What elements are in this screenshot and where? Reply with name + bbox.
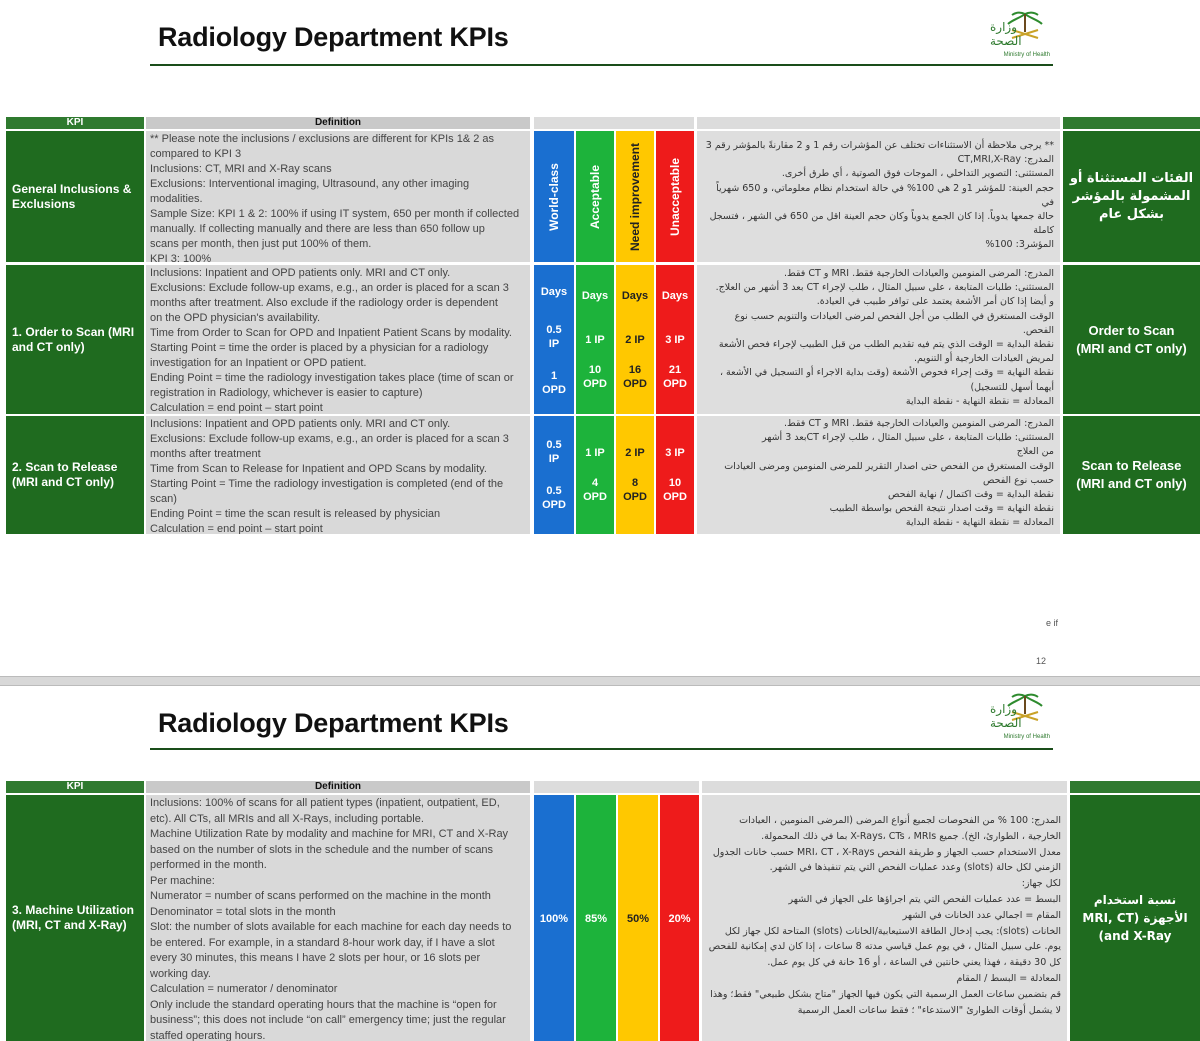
band-world-class bbox=[534, 131, 574, 262]
band-world-class-util bbox=[534, 795, 574, 1041]
un-value: 3 IP bbox=[665, 334, 685, 346]
ar-line: معدل الاستخدام حسب الجهاز و طريقة الفحص MRI، CT ، X-Rays حسب خانات الجدول bbox=[712, 846, 1061, 858]
un-percent: 20% bbox=[668, 913, 691, 925]
def-line: compared to KPI 3 bbox=[150, 148, 242, 160]
def-line: etc). All CTs, all MRIs and all X-Rays, including portable. bbox=[150, 812, 424, 825]
ar-line: الخارجية ، الطوارئ، الخ). جميع X-Rays، CTs ، MRIs بما في ذلك المحمولة. bbox=[761, 830, 1061, 842]
def-line: Calculation = numerator / denominator bbox=[150, 983, 338, 995]
def-line: months after treatment. Also exclude if the radiology order is dependent bbox=[150, 297, 498, 309]
arabic-kpi-general: الفئات المستثناة أو المشمولة بالمؤشر بشكل عام bbox=[1063, 131, 1200, 262]
ni-unit: OPD bbox=[623, 491, 647, 503]
ar-line: حسب نوع الفحص bbox=[982, 474, 1054, 486]
unacceptable-label: Unacceptable bbox=[668, 157, 682, 236]
def-line: Time from Scan to Release for Inpatient and OPD Scans by modality. bbox=[150, 463, 487, 475]
def-line: KPI 3: 100% bbox=[150, 253, 212, 262]
ar-line: الخانات (slots): يجب إدخال الطاقة الاستيعابية/الخانات (slots) المتاحة لكل جهاز لكل bbox=[724, 925, 1061, 937]
ar-line: نقطة البداية = الوقت الذي يتم فيه تقديم الطلب من قبل الطبيب لإجراء فحص الأشعة bbox=[718, 339, 1054, 351]
def-line: scans per month, then just put 100% of them. bbox=[150, 238, 372, 250]
band-acceptable bbox=[576, 131, 614, 262]
ar-line: الزمني لكل حالة (slots) وعدد عمليات الفحص التي يتم تنفيذها في الشهر. bbox=[769, 862, 1061, 874]
ar-line: نقطة النهاية = وقت اصدار نتيجة الفحص بواسطة الطبيب bbox=[829, 503, 1054, 515]
def-line: performed in the month. bbox=[150, 859, 267, 871]
def-line: Time from Order to Scan for OPD and Inpatient Patient Scans by modality. bbox=[150, 327, 512, 339]
def-line: every 30 minutes, this means I have 2 slots per hour, or 16 slots per bbox=[150, 952, 481, 964]
arabic-definition-release bbox=[697, 416, 1060, 534]
band-acceptable-util bbox=[576, 795, 616, 1041]
def-line: investigation for an Inpatient or OPD patient. bbox=[150, 357, 367, 369]
wc-unit: IP bbox=[548, 453, 560, 465]
def-line: Sample Size: KPI 1 & 2: 100% if using IT system, 650 per month if collected bbox=[150, 208, 520, 220]
band-world-class-release bbox=[534, 416, 574, 534]
arabic-kpi-header bbox=[1070, 781, 1200, 793]
un-value: 3 IP bbox=[665, 447, 685, 459]
def-line: Inclusions: CT, MRI and X-Ray scans bbox=[150, 163, 332, 175]
page-title: Radiology Department KPIs bbox=[158, 22, 509, 52]
arabic-kpi-util: نسبة استخدام الأجهزة (MRI, CT and X-Ray) bbox=[1070, 795, 1200, 1041]
def-line: staffed operating hours. bbox=[150, 1029, 266, 1041]
def-line: Exclusions: Exclude follow-up exams, e.g., an order is placed for a scan 3 bbox=[150, 433, 509, 445]
arabic-kpi-release: Scan to Release (MRI and CT only) bbox=[1063, 416, 1200, 534]
band-need-improvement-order bbox=[616, 265, 654, 414]
ni-value: 2 IP bbox=[625, 334, 645, 346]
ar-line: الفحص. bbox=[1022, 324, 1054, 336]
ar-line: الوقت المستغرق في الطلب من أجل الفحص لمرضى العيادات والتنويم حسب نوع bbox=[734, 310, 1054, 322]
arabic-kpi-header bbox=[1063, 117, 1200, 129]
def-line: scan) bbox=[150, 493, 177, 505]
def-line: Exclusions: Interventional imaging, Ultrasound, any other imaging bbox=[150, 178, 470, 190]
def-line: months after treatment bbox=[150, 448, 261, 460]
def-line: Numerator = number of scans performed on the machine in the month bbox=[150, 890, 491, 902]
def-line: Machine Utilization Rate by modality and machine for MRI, CT and X-Ray bbox=[150, 828, 509, 840]
arabic-definition-util bbox=[702, 795, 1067, 1041]
wc-value: 1 bbox=[550, 370, 558, 382]
ar-line: حالة جمعها يدوياً. إذا كان الجمع يدوياً وكان حجم العينة اقل من 650 في الشهر ، فتسجل bbox=[709, 211, 1054, 223]
page-title: Radiology Department KPIs bbox=[158, 708, 509, 738]
logo-arabic-text: وزارة الصحة bbox=[990, 20, 1022, 48]
ar-line: المؤشر3: 100% bbox=[985, 239, 1054, 251]
band-need-improvement bbox=[616, 131, 654, 262]
un-value: 21 bbox=[668, 364, 682, 376]
ni-percent: 50% bbox=[626, 913, 650, 925]
bands-header bbox=[534, 781, 699, 793]
def-line: Calculation = end point – start point bbox=[150, 523, 323, 534]
band-unacceptable-util bbox=[660, 795, 699, 1041]
acc-percent: 85% bbox=[584, 913, 608, 925]
ar-line: المستثنى: التصوير التداخلي ، الموجات فوق الصوتية ، أي طرق أخرى. bbox=[781, 168, 1054, 180]
page-separator bbox=[0, 676, 1200, 686]
ar-line: قم بتضمين ساعات العمل الرسمية التي يكون فيها الجهاز "متاح بشكل طبيعي" فقط؛ وهذا bbox=[710, 988, 1061, 1000]
ar-line: من العلاج bbox=[1016, 446, 1054, 458]
slide-page-2 bbox=[0, 686, 1200, 1041]
def-line: Inclusions: Inpatient and OPD patients only. MRI and CT only. bbox=[150, 418, 451, 430]
def-line: working day. bbox=[150, 967, 211, 980]
ar-line: البسط = عدد عمليات الفحص التي يتم اجراؤها على الجهاز في الشهر bbox=[788, 893, 1061, 905]
ni-value: 2 IP bbox=[625, 447, 645, 459]
ar-line: نقطة النهاية = وقت إجراء فحوص الأشعة (وقت بداية الاجراء أو التسجيل في الأشعة ، bbox=[719, 367, 1054, 379]
title-rule bbox=[150, 64, 1053, 66]
ar-line: المستثنى: طلبات المتابعة ، على سبيل المثال ، طلب لإجراء CTبعد 3 أشهر bbox=[761, 432, 1054, 444]
ar-line: لكل جهاز: bbox=[1021, 878, 1061, 890]
ar-line: و أيضا إذا كان أمر الأشعة يعتمد على توافر طبيب في العيادة. bbox=[816, 296, 1054, 308]
def-line: Ending Point = time the scan result is released by physician bbox=[150, 508, 441, 520]
logo-english-text: Ministry of Health bbox=[1003, 52, 1050, 58]
acceptable-label: Acceptable bbox=[588, 164, 602, 229]
arabic-header bbox=[702, 781, 1067, 793]
ar-line: المدرج: المرضى المنومين والعيادات الخارجية فقط. MRI و CT فقط. bbox=[783, 268, 1054, 279]
band-acceptable-release bbox=[576, 416, 614, 534]
ar-line: كاملة bbox=[1033, 225, 1054, 237]
wc-unit: OPD bbox=[542, 499, 566, 511]
band-need-improvement-release bbox=[616, 416, 654, 534]
wc-value: 0.5 bbox=[546, 485, 562, 497]
band-unacceptable-order bbox=[656, 265, 694, 414]
ni-value: 16 bbox=[628, 364, 642, 376]
def-line: Inclusions: Inpatient and OPD patients only. MRI and CT only. bbox=[150, 267, 451, 279]
arabic-kpi-order: Order to Scan (MRI and CT only) bbox=[1063, 265, 1200, 414]
def-line: Inclusions: 100% of scans for all patient types (inpatient, outpatient, ED, bbox=[150, 797, 500, 809]
ni-value: 8 bbox=[631, 477, 639, 489]
ar-line: المدرج: المرضى المنومين والعيادات الخارجية فقط. MRI و CT فقط. bbox=[783, 418, 1054, 429]
bands-header bbox=[534, 117, 694, 129]
def-line: Per machine: bbox=[150, 874, 215, 887]
ar-line: المستثنى: طلبات المتابعة ، على سبيل المثال ، طلب لإجراء CT بعد 3 أشهر من العلاج. bbox=[715, 282, 1054, 294]
ar-line: حجم العينة: للمؤشر 1و 2 هي 100% في حالة استخدام نظام معلوماتي، و 650 شهرياً في bbox=[716, 182, 1054, 208]
def-line: Denominator = total slots in the month bbox=[150, 905, 336, 918]
def-line: registration in Radiology, whichever is easier to capture) bbox=[150, 387, 423, 399]
wc-percent: 100% bbox=[539, 913, 569, 925]
kpi-machine-utilization: 3. Machine Utilization (MRI, CT and X-Ray) bbox=[6, 795, 144, 1041]
definition-general bbox=[146, 131, 530, 262]
arabic-definition-order bbox=[697, 265, 1060, 414]
definition-header: Definition bbox=[146, 117, 530, 129]
acc-value: 1 IP bbox=[585, 447, 605, 459]
need-improvement-label: Need improvement bbox=[628, 142, 642, 251]
definition-machine-utilization bbox=[146, 795, 530, 1041]
band-need-improvement-util bbox=[618, 795, 658, 1041]
world-class-label: World-class bbox=[547, 162, 561, 231]
def-line: Starting Point = time the order is placed by a physician for a radiology bbox=[150, 342, 489, 354]
ar-line: المعادلة = نقطة النهاية - نقطة البداية bbox=[905, 395, 1054, 407]
def-line: Calculation = end point – start point bbox=[150, 402, 323, 414]
wc-value: 0.5 bbox=[546, 324, 562, 336]
ar-line: لا يشمل أوقات الطوارئ "الاستدعاء" ؛ فقط ساعات العمل الرسمية bbox=[797, 1004, 1061, 1016]
kpi-order-to-scan: 1. Order to Scan (MRI and CT only) bbox=[6, 265, 144, 414]
definition-scan-to-release bbox=[146, 416, 530, 534]
definition-order-to-scan bbox=[146, 265, 530, 414]
ar-line: كل 30 دقيقة ، فهذا يعني خانتين في الساعة ، أو 16 خانة في كل يوم عمل. bbox=[767, 957, 1061, 969]
footnote-text: e if bbox=[1046, 618, 1059, 628]
band-unacceptable-release bbox=[656, 416, 694, 534]
days-label: Days bbox=[581, 290, 609, 302]
un-unit: OPD bbox=[663, 491, 687, 503]
ar-line: المقام = اجمالي عدد الخانات في الشهر bbox=[902, 909, 1061, 921]
kpi-scan-to-release: 2. Scan to Release (MRI and CT only) bbox=[6, 416, 144, 534]
def-line: based on the number of slots in the schedule and the number of scans bbox=[150, 843, 494, 856]
kpi-general-inclusions: General Inclusions & Exclusions bbox=[6, 131, 144, 262]
un-value: 10 bbox=[668, 477, 682, 489]
def-line: Only include the standard operating hours that the machine is “open for bbox=[150, 998, 497, 1011]
def-line: Ending Point = time the radiology investigation takes place (time of scan or bbox=[150, 372, 514, 384]
kpi-header: KPI bbox=[6, 781, 144, 793]
days-label: Days bbox=[621, 290, 649, 302]
def-line: business”; this does not include “on call” emergency time; just the regular bbox=[150, 1014, 506, 1026]
def-line: Slot: the number of slots available for each machine for each day needs to bbox=[150, 921, 512, 933]
acc-value: 1 IP bbox=[585, 334, 605, 346]
arabic-definition-general bbox=[697, 131, 1060, 262]
ni-unit: OPD bbox=[623, 378, 647, 390]
ministry-logo bbox=[990, 692, 1060, 742]
acc-unit: OPD bbox=[583, 491, 607, 503]
ar-line: الوقت المستغرق من الفحص حتى اصدار التقرير للمرضى المنومين ومرضى العيادات bbox=[724, 460, 1054, 472]
logo-arabic-text: وزارة الصحة bbox=[990, 702, 1022, 730]
band-unacceptable bbox=[656, 131, 694, 262]
wc-value: 0.5 bbox=[546, 439, 562, 451]
page-number: 12 bbox=[1036, 656, 1047, 666]
acc-value: 10 bbox=[588, 364, 602, 376]
days-label: Days bbox=[661, 290, 689, 302]
def-line: manually. If collecting manually and there are less than 650 follow up bbox=[150, 223, 485, 235]
def-line: ** Please note the inclusions / exclusions are different for KPIs 1& 2 as bbox=[150, 133, 495, 145]
logo-english-text: Ministry of Health bbox=[1003, 734, 1050, 740]
wc-unit: IP bbox=[548, 338, 560, 350]
def-line: Starting Point = Time the radiology investigation is completed (end of the bbox=[150, 478, 504, 490]
kpi-header: KPI bbox=[6, 117, 144, 129]
acc-value: 4 bbox=[591, 477, 599, 489]
days-label: Days bbox=[540, 286, 568, 298]
def-line: modalities. bbox=[150, 193, 203, 205]
band-acceptable-order bbox=[576, 265, 614, 414]
ar-line: المدرج: CT,MRI,X-Ray bbox=[957, 154, 1054, 166]
ar-line: يوم. على سبيل المثال ، في يوم عمل قياسي مدته 8 ساعات ، إذا كان لدي إمكانية للفحص bbox=[708, 941, 1061, 953]
ar-line: المعادلة = البسط / المقام bbox=[956, 972, 1061, 984]
arabic-header bbox=[697, 117, 1060, 129]
band-world-class-order bbox=[534, 265, 574, 414]
ar-line: ** يرجى ملاحظة أن الاستثناءات تختلف عن المؤشرات رقم 1 و 2 مقارنةً بالمؤشر رقم 3 bbox=[705, 140, 1054, 151]
def-line: be entered. For example, in a standard 8-hour work day, if I have a slot bbox=[150, 936, 495, 949]
title-rule bbox=[150, 748, 1053, 750]
ar-line: نقطة البداية = وقت اكتمال / نهاية الفحص bbox=[888, 489, 1054, 501]
definition-header: Definition bbox=[146, 781, 530, 793]
ar-line: المعادلة = نقطة النهاية - نقطة البداية bbox=[905, 517, 1054, 529]
def-line: on the OPD physician's availability. bbox=[150, 312, 321, 324]
ar-line: المدرج: 100 % من الفحوصات لجميع أنواع المرضى (المرضى المنومين ، العيادات bbox=[739, 815, 1061, 826]
def-line: Exclusions: Exclude follow-up exams, e.g., an order is placed for a scan 3 bbox=[150, 282, 509, 294]
ar-line: أيهما أسهل للتسجيل) bbox=[970, 381, 1054, 393]
un-unit: OPD bbox=[663, 378, 687, 390]
ar-line: لمريض العيادات الخارجية أو التنويم. bbox=[913, 353, 1054, 365]
wc-unit: OPD bbox=[542, 384, 566, 396]
acc-unit: OPD bbox=[583, 378, 607, 390]
ministry-logo bbox=[990, 10, 1060, 60]
